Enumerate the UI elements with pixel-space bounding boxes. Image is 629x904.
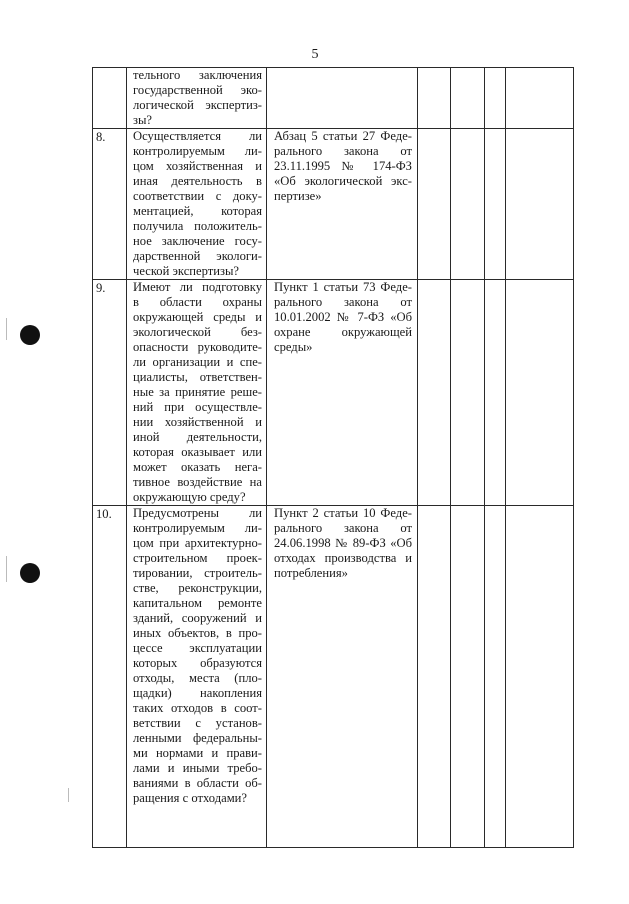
question-text-line: тельного заключения	[133, 68, 262, 82]
question-text-line: нии хозяйственной и	[133, 415, 262, 429]
answer-na-cell[interactable]	[485, 506, 506, 848]
table-row	[93, 280, 574, 506]
question-text-line: государственной эко-	[133, 83, 262, 97]
question-text-line: ветствии с установ-	[133, 716, 262, 730]
question-text-line: лами и иными требо-	[133, 761, 262, 775]
legal-reference-line: пертизе»	[274, 189, 322, 203]
question-text-line: зданий, сооружений и	[133, 611, 262, 625]
question-text-line: иная деятельность в	[133, 174, 262, 188]
legal-reference-line: «Об экологической экс-	[274, 174, 412, 188]
question-cell	[127, 68, 267, 129]
item-number-cell	[93, 68, 127, 129]
note-cell[interactable]	[506, 68, 574, 129]
answer-no-cell[interactable]	[451, 68, 485, 129]
question-text-line: иной деятельности,	[133, 430, 262, 444]
legal-reference-cell	[267, 506, 418, 848]
question-text-line: опасности руководите-	[133, 340, 262, 354]
item-number-cell	[93, 280, 127, 506]
question-text-line: ленными федеральны-	[133, 731, 262, 745]
question-text-line: ми нормами и прави-	[133, 746, 262, 760]
legal-reference-line: 24.06.1998 № 89-ФЗ «Об	[274, 536, 412, 550]
legal-reference-line: 10.01.2002 № 7-ФЗ «Об	[274, 310, 412, 324]
question-text-line: таких отходов в соот-	[133, 701, 262, 715]
table-row	[93, 129, 574, 280]
scan-edge-mark	[6, 556, 7, 582]
note-cell[interactable]	[506, 280, 574, 506]
question-text-line: ли организации и спе-	[133, 355, 262, 369]
question-text-line: экологической без-	[133, 325, 262, 339]
answer-na-cell[interactable]	[485, 68, 506, 129]
question-text-line: тивное воздействие на	[133, 475, 262, 489]
item-number-cell	[93, 129, 127, 280]
answer-yes-cell[interactable]	[418, 280, 451, 506]
question-text-line: получила положитель-	[133, 219, 262, 233]
legal-reference-cell	[267, 280, 418, 506]
note-cell[interactable]	[506, 129, 574, 280]
question-cell	[127, 280, 267, 506]
item-number: 8.	[96, 130, 106, 144]
item-number-cell	[93, 506, 127, 848]
table-row	[93, 68, 574, 129]
question-text-line: соответствии с доку-	[133, 189, 262, 203]
question-text-line: дарственной экологи-	[133, 249, 262, 263]
punch-hole	[20, 563, 40, 583]
item-number: 10.	[96, 507, 112, 521]
question-text-line: Предусмотрены ли	[133, 506, 262, 520]
question-text-line: окружающей среды и	[133, 310, 262, 324]
legal-reference-cell	[267, 68, 418, 129]
question-text-line: ний при осуществле-	[133, 400, 262, 414]
table-row	[93, 506, 574, 848]
legal-reference-line: рального закона от	[274, 144, 412, 158]
question-text-line: Осуществляется ли	[133, 129, 262, 143]
legal-reference-line: среды»	[274, 340, 313, 354]
question-text-line: цессе эксплуатации	[133, 641, 262, 655]
item-number: 9.	[96, 281, 106, 295]
checklist-table	[92, 67, 574, 848]
question-text-line: в области охраны	[133, 295, 262, 309]
question-text-line: ращения с отходами?	[133, 791, 248, 805]
question-text-line: цом хозяйственная и	[133, 159, 262, 173]
question-text-line: зы?	[133, 113, 153, 127]
question-text-line: цом при архитектурно-	[133, 536, 262, 550]
question-text-line: ментацией, которая	[133, 204, 262, 218]
answer-na-cell[interactable]	[485, 129, 506, 280]
legal-reference-line: рального закона от	[274, 295, 412, 309]
answer-na-cell[interactable]	[485, 280, 506, 506]
question-text-line: ные за принятие реше-	[133, 385, 262, 399]
legal-reference-line: Абзац 5 статьи 27 Феде-	[274, 129, 412, 143]
question-text-line: которая оказывает или	[133, 445, 262, 459]
note-cell[interactable]	[506, 506, 574, 848]
legal-reference-line: рального закона от	[274, 521, 412, 535]
question-text-line: может оказать нега-	[133, 460, 262, 474]
question-text-line: окружающую среду?	[133, 490, 246, 504]
scan-edge-mark	[68, 788, 69, 802]
question-text-line: ное заключение госу-	[133, 234, 262, 248]
question-text-line: ческой экспертизы?	[133, 264, 240, 278]
question-text-line: капитальном ремонте	[133, 596, 262, 610]
question-text-line: логической экспертиз-	[133, 98, 262, 112]
answer-yes-cell[interactable]	[418, 506, 451, 848]
legal-reference-line: 23.11.1995 № 174-ФЗ	[274, 159, 412, 173]
answer-no-cell[interactable]	[451, 280, 485, 506]
question-cell	[127, 506, 267, 848]
question-text-line: стве, реконструкции,	[133, 581, 262, 595]
question-text-line: циалисты, ответствен-	[133, 370, 262, 384]
answer-yes-cell[interactable]	[418, 129, 451, 280]
legal-reference-line: охране окружающей	[274, 325, 412, 339]
question-text-line: ваниями в области об-	[133, 776, 262, 790]
answer-yes-cell[interactable]	[418, 68, 451, 129]
item-number	[93, 68, 126, 70]
question-text-line: иных объектов, в про-	[133, 626, 262, 640]
question-text-line: щадки) накопления	[133, 686, 262, 700]
question-text-line: строительном проек-	[133, 551, 262, 565]
punch-hole	[20, 325, 40, 345]
legal-reference-line: Пункт 2 статьи 10 Феде-	[274, 506, 412, 520]
answer-no-cell[interactable]	[451, 506, 485, 848]
question-text-line: которых образуются	[133, 656, 262, 670]
legal-reference-cell	[267, 129, 418, 280]
legal-reference-line: отходах производства и	[274, 551, 412, 565]
question-text-line: тировании, строитель-	[133, 566, 262, 580]
question-text-line: контролируемым ли-	[133, 144, 262, 158]
question-text-line: контролируемым ли-	[133, 521, 262, 535]
page-number: 5	[311, 47, 319, 62]
question-text-line: отходы, места (пло-	[133, 671, 262, 685]
scan-edge-mark	[6, 318, 7, 340]
question-text-line: Имеют ли подготовку	[133, 280, 262, 294]
legal-reference-line: потребления»	[274, 566, 348, 580]
legal-reference-line: Пункт 1 статьи 73 Феде-	[274, 280, 412, 294]
answer-no-cell[interactable]	[451, 129, 485, 280]
question-cell	[127, 129, 267, 280]
